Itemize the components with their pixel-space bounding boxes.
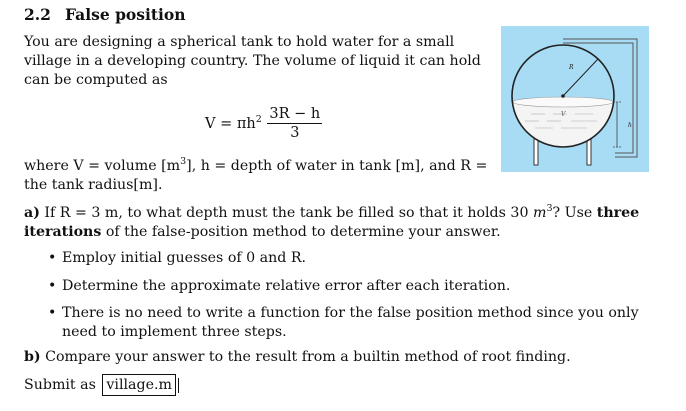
part-b-text: Compare your answer to the result from a builtin method of root finding. bbox=[40, 349, 571, 365]
label-v: V bbox=[561, 111, 566, 118]
formula-numerator: 3R − h bbox=[269, 106, 321, 122]
tank-illustration bbox=[501, 26, 649, 172]
section-heading bbox=[24, 5, 186, 24]
bullet-icon: • bbox=[48, 278, 57, 294]
formula-lhs-exponent: 2 bbox=[255, 113, 262, 125]
part-a-bold: three iterations bbox=[24, 205, 640, 240]
part-a-text-2: ? Use bbox=[552, 205, 597, 221]
bullet-icon: • bbox=[48, 250, 57, 266]
bullet-item bbox=[48, 304, 658, 342]
bullet-item bbox=[48, 277, 658, 296]
section-title: False position bbox=[65, 5, 186, 24]
intro-paragraph: You are designing a spherical tank to hold water for a small village in a developing country. The volume of liquid it can hold can be computed as bbox=[24, 34, 481, 88]
section-number: 2.2 bbox=[24, 5, 51, 24]
definitions-exponent: 3 bbox=[180, 156, 187, 167]
label-h: h bbox=[628, 122, 632, 129]
label-r: R bbox=[569, 64, 574, 71]
bullet-item bbox=[48, 249, 658, 268]
question-part-b bbox=[24, 349, 571, 365]
formula-lhs bbox=[205, 113, 262, 132]
part-b-label: b) bbox=[24, 349, 41, 365]
part-a-unit-exponent: 3 bbox=[546, 203, 553, 214]
bullet-text: Employ initial guesses of 0 and R. bbox=[62, 250, 307, 266]
formula-fraction bbox=[267, 106, 322, 141]
spherical-tank-diagram bbox=[501, 26, 649, 172]
formula-denominator: 3 bbox=[290, 125, 300, 141]
center-point bbox=[561, 94, 565, 98]
question-part-a bbox=[24, 204, 664, 242]
text-cursor bbox=[178, 378, 179, 393]
variable-definitions bbox=[24, 157, 494, 195]
part-a-text-3: of the false-position method to determine your answer. bbox=[101, 224, 501, 240]
submit-line bbox=[24, 374, 179, 396]
water-surface bbox=[513, 97, 613, 107]
volume-formula bbox=[205, 106, 322, 141]
part-a-text-1: If R = 3 m, to what depth must the tank be filled so that it holds 30 bbox=[39, 205, 533, 221]
filename-box: village.m bbox=[102, 374, 176, 396]
definitions-text-b: ], h = depth of water in tank [m], and R = the tank radius[m]. bbox=[24, 158, 488, 193]
bullet-text: There is no need to write a function for the false position method since you only need to implement three steps. bbox=[62, 305, 639, 340]
bullet-icon: • bbox=[48, 305, 57, 321]
submit-label: Submit as bbox=[24, 377, 96, 393]
bullet-text: Determine the approximate relative error after each iteration. bbox=[62, 278, 511, 294]
part-a-unit: m bbox=[532, 205, 547, 221]
definitions-text-a: where V = volume [m bbox=[24, 158, 181, 174]
formula-lhs-text: V = πh bbox=[205, 115, 256, 132]
part-a-label: a) bbox=[24, 205, 40, 221]
